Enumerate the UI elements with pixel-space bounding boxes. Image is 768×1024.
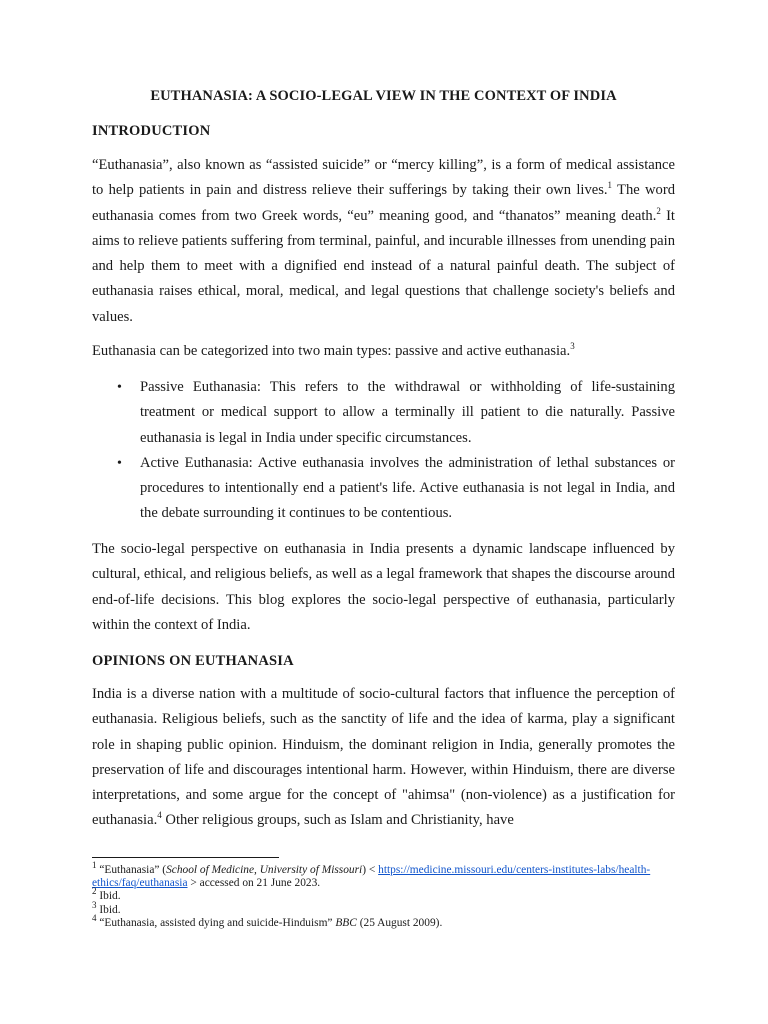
footnote-number: 2: [92, 886, 97, 897]
opinions-paragraph-1: [92, 682, 675, 834]
euthanasia-types-list: [92, 375, 675, 527]
footnote-ref-2[interactable]: 2: [656, 205, 661, 216]
footnote-ref-3[interactable]: 3: [570, 341, 575, 352]
opinions-p1-text-b: Other religious groups, such as Islam and Christianity, have: [161, 812, 514, 829]
footnote-number: 3: [92, 899, 97, 910]
footnote-3: [92, 899, 675, 917]
footnote-text: (25 August 2009).: [356, 916, 443, 929]
footnote-ref-1[interactable]: 1: [607, 180, 613, 191]
footnote-text: Ibid.: [96, 890, 121, 903]
footnote-source: BBC: [335, 916, 357, 929]
introduction-paragraph-1: [92, 153, 675, 330]
footnote-link[interactable]: https://medicine.missouri.edu/centers-institutes-labs/health-ethics/faq/euthanasia: [92, 864, 651, 890]
intro-p2-text: Euthanasia can be categorized into two main types: passive and active euthanasia.: [92, 343, 571, 359]
footnote-separator: [92, 857, 279, 858]
opinions-heading: OPINIONS ON EUTHANASIA: [92, 653, 294, 669]
footnote-text: Ibid.: [96, 903, 121, 916]
footnote-text: ) <: [362, 864, 379, 876]
list-item-passive: [92, 375, 675, 451]
intro-p1-text-a: “Euthanasia”, also known as “assisted suicide” or “mercy killing”, is a form of medical assistance to help patients in pain and distress relieve their sufferings by taking their own lives.: [92, 157, 675, 199]
footnote-text: “Euthanasia, assisted dying and suicide-Hinduism”: [96, 916, 336, 929]
bullet-icon: •: [117, 380, 122, 395]
footnote-source: School of Medicine, University of Missouri: [166, 864, 363, 876]
intro-p1-text-c: It aims to relieve patients suffering from terminal, painful, and incurable illnesses from unending pain and help them to meet with a dignified end instead of a natural painful death. The subject of euthanasia raises ethical, moral, medical, and legal questions that challenge society's beliefs and values.: [92, 207, 675, 325]
footnotes: [92, 860, 675, 930]
active-euthanasia-text: Active Euthanasia: Active euthanasia involves the administration of lethal substances or procedures to intentionally end a patient's life. Active euthanasia is not legal in India, and the debate surrounding it continues to be contentious.: [140, 454, 675, 522]
introduction-heading: INTRODUCTION: [92, 123, 211, 139]
footnote-text: “Euthanasia” (: [96, 864, 167, 876]
introduction-paragraph-2: [92, 339, 675, 364]
intro-p1-text-b: The word euthanasia comes from two Greek words, “eu” meaning good, and “thanatos” meaning death.: [92, 182, 675, 224]
footnote-1: [92, 860, 675, 890]
footnote-number: 1: [92, 860, 97, 871]
list-item-active: [92, 451, 675, 527]
passive-euthanasia-text: Passive Euthanasia: This refers to the withdrawal or withholding of life-sustaining treatment or medical support to allow a terminally ill patient to die naturally. Passive euthanasia is legal in India under specific circumstances.: [140, 379, 675, 446]
footnote-ref-4[interactable]: 4: [157, 810, 162, 821]
introduction-paragraph-3: The socio-legal perspective on euthanasia in India presents a dynamic landscape influenced by cultural, ethical, and religious beliefs, as well as a legal framework that shapes the discourse around end-of-life decisions. This blog explores the socio-legal perspective of euthanasia, particularly within the context of India.: [92, 541, 675, 633]
footnote-number: 4: [92, 913, 97, 924]
footnote-4: [92, 913, 675, 930]
document-title: EUTHANASIA: A SOCIO-LEGAL VIEW IN THE CONTEXT OF INDIA: [150, 88, 617, 104]
bullet-icon: •: [117, 455, 122, 471]
opinions-p1-text-a: India is a diverse nation with a multitude of socio-cultural factors that influence the perception of euthanasia. Religious beliefs, such as the sanctity of life and the idea of karma, play a significant role in shaping public opinion. Hinduism, the dominant religion in India, generally promotes the preservation of life and discourages intentional harm. However, within Hinduism, there are diverse interpretations, and some argue for the concept of "ahimsa" (non-violence) as a justification for euthanasia.: [92, 686, 675, 829]
footnote-text: > accessed on 21 June 2023.: [187, 877, 321, 890]
footnote-2: [92, 886, 675, 903]
